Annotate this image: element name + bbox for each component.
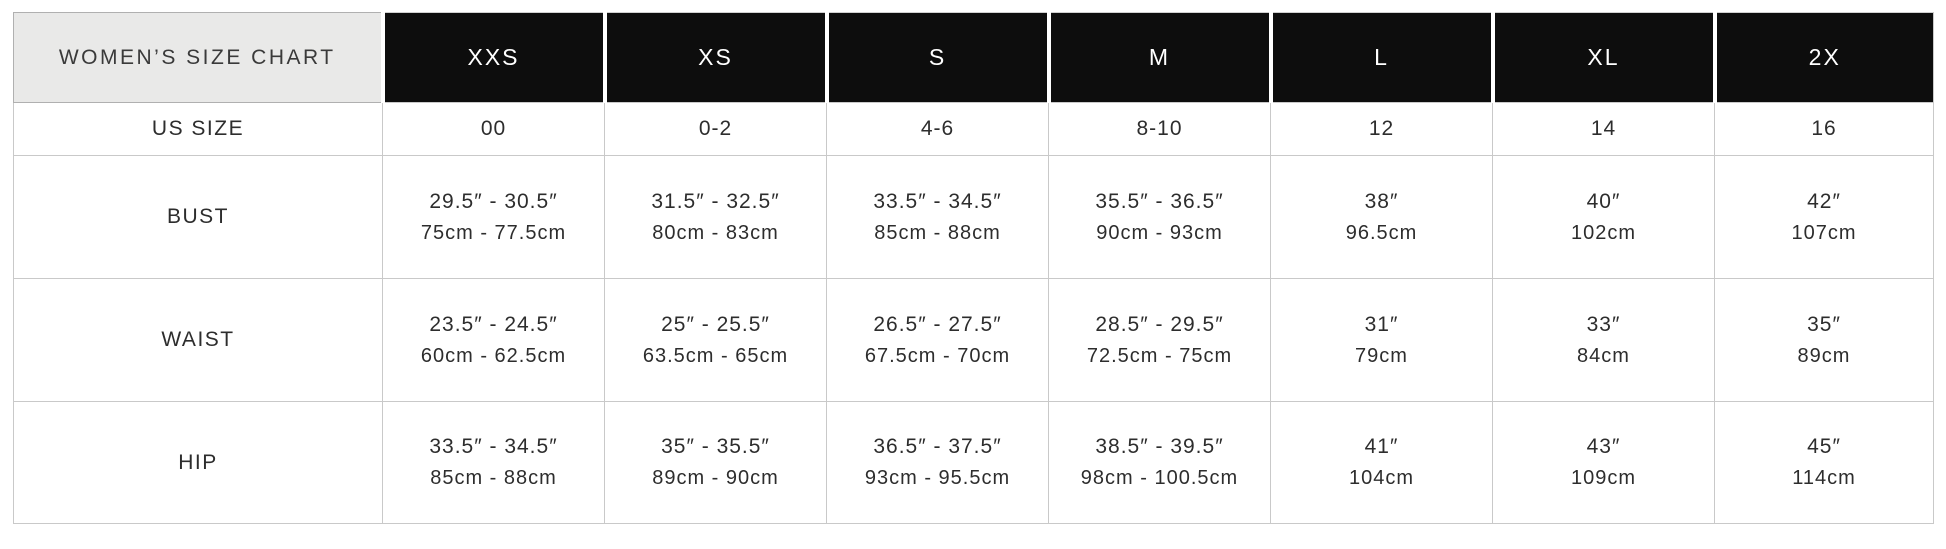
hip-m [1049, 402, 1271, 524]
bust-m-inches: 35.5″ - 36.5″ [1095, 189, 1224, 213]
bust-xxs-inches: 29.5″ - 30.5″ [429, 189, 558, 213]
hip-m-cm: 98cm - 100.5cm [1080, 467, 1239, 489]
hip-xl-inches: 43″ [1586, 435, 1621, 458]
hip-2x-cm: 114cm [1792, 467, 1856, 489]
waist-m-cm: 72.5cm - 75cm [1086, 344, 1233, 367]
bust-s-inches: 33.5″ - 34.5″ [873, 189, 1002, 213]
hip-xs-inches: 35″ - 35.5″ [661, 435, 770, 458]
waist-l [1271, 279, 1493, 402]
row-label-us-size: US SIZE [14, 103, 383, 156]
hip-xxs [383, 402, 605, 524]
waist-row [14, 279, 1934, 402]
hip-xxs-inches: 33.5″ - 34.5″ [429, 435, 558, 458]
bust-xxs [383, 156, 605, 279]
hip-s [827, 402, 1049, 524]
hip-m-inches: 38.5″ - 39.5″ [1095, 435, 1224, 458]
waist-xs [605, 279, 827, 402]
hip-xs-cm: 89cm - 90cm [652, 467, 779, 489]
hip-2x [1715, 402, 1934, 524]
us-size-2x: 16 [1715, 103, 1934, 156]
bust-l-cm: 96.5cm [1345, 221, 1418, 244]
row-label-waist: WAIST [14, 279, 383, 402]
us-size-m: 8-10 [1049, 103, 1271, 156]
bust-m [1049, 156, 1271, 279]
hip-l-inches: 41″ [1364, 435, 1399, 458]
bust-xl [1493, 156, 1715, 279]
bust-m-cm: 90cm - 93cm [1096, 221, 1223, 244]
hip-xl [1493, 402, 1715, 524]
waist-xxs-inches: 23.5″ - 24.5″ [429, 312, 558, 336]
size-header-s: S [827, 13, 1049, 103]
bust-xxs-cm: 75cm - 77.5cm [420, 221, 567, 244]
bust-2x [1715, 156, 1934, 279]
us-size-s: 4-6 [827, 103, 1049, 156]
waist-xs-cm: 63.5cm - 65cm [642, 344, 789, 367]
bust-l-inches: 38″ [1364, 189, 1399, 213]
bust-xs-cm: 80cm - 83cm [652, 221, 779, 244]
bust-xl-inches: 40″ [1586, 189, 1621, 213]
womens-size-chart-table [13, 12, 1934, 524]
us-size-xl: 14 [1493, 103, 1715, 156]
waist-m [1049, 279, 1271, 402]
size-header-m: M [1049, 13, 1271, 103]
waist-xl [1493, 279, 1715, 402]
waist-s [827, 279, 1049, 402]
bust-2x-inches: 42″ [1807, 189, 1841, 213]
size-header-l: L [1271, 13, 1493, 103]
us-size-l: 12 [1271, 103, 1493, 156]
bust-s [827, 156, 1049, 279]
us-size-xxs: 00 [383, 103, 605, 156]
waist-l-inches: 31″ [1364, 312, 1399, 336]
bust-row [14, 156, 1934, 279]
waist-xl-cm: 84cm [1577, 344, 1630, 367]
row-label-bust: BUST [14, 156, 383, 279]
hip-row [14, 402, 1934, 524]
size-header-xxs: XXS [383, 13, 605, 103]
chart-title-cell: WOMEN’S SIZE CHART [14, 13, 383, 103]
us-size-xs: 0-2 [605, 103, 827, 156]
waist-m-inches: 28.5″ - 29.5″ [1095, 312, 1224, 336]
waist-xl-inches: 33″ [1586, 312, 1621, 336]
size-header-2x: 2X [1715, 13, 1934, 103]
bust-2x-cm: 107cm [1791, 221, 1857, 244]
bust-s-cm: 85cm - 88cm [874, 221, 1001, 244]
waist-2x [1715, 279, 1934, 402]
row-label-hip: HIP [14, 402, 383, 524]
waist-s-cm: 67.5cm - 70cm [864, 344, 1011, 367]
waist-xxs [383, 279, 605, 402]
bust-xl-cm: 102cm [1570, 221, 1637, 244]
hip-xs [605, 402, 827, 524]
hip-l [1271, 402, 1493, 524]
hip-l-cm: 104cm [1348, 467, 1415, 489]
bust-xs [605, 156, 827, 279]
hip-xl-cm: 109cm [1570, 467, 1637, 489]
hip-s-inches: 36.5″ - 37.5″ [873, 435, 1002, 458]
waist-xs-inches: 25″ - 25.5″ [661, 312, 770, 336]
waist-2x-cm: 89cm [1797, 344, 1851, 367]
bust-xs-inches: 31.5″ - 32.5″ [651, 189, 780, 213]
waist-s-inches: 26.5″ - 27.5″ [873, 312, 1002, 336]
us-size-row [14, 103, 1934, 156]
size-header-xs: XS [605, 13, 827, 103]
hip-s-cm: 93cm - 95.5cm [864, 467, 1011, 489]
bust-l [1271, 156, 1493, 279]
waist-l-cm: 79cm [1355, 344, 1408, 367]
waist-2x-inches: 35″ [1807, 312, 1841, 336]
size-header-xl: XL [1493, 13, 1715, 103]
hip-2x-inches: 45″ [1807, 435, 1841, 458]
waist-xxs-cm: 60cm - 62.5cm [420, 344, 567, 367]
header-row [14, 13, 1934, 103]
hip-xxs-cm: 85cm - 88cm [430, 467, 557, 489]
